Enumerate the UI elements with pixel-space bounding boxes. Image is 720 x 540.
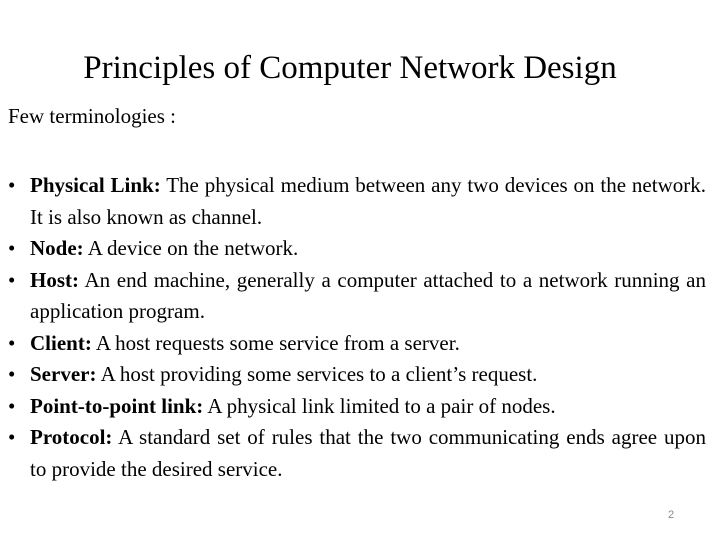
bullet-icon: • — [8, 236, 16, 260]
list-item-server — [0, 359, 706, 391]
term-definition: The physical medium between any two devices on the network. It is also known as channel. — [30, 173, 706, 229]
term-definition: A host providing some services to a client’s request. — [100, 362, 538, 386]
term-label: Client: — [30, 330, 92, 355]
list-item-client — [0, 328, 706, 360]
list-item-point-to-point-link — [0, 391, 706, 423]
term-label: Node: — [30, 236, 84, 260]
term-definition: A physical link limited to a pair of nodes. — [207, 393, 556, 418]
slide-title: Principles of Computer Network Design — [83, 50, 617, 86]
list-item-host — [0, 265, 706, 328]
bullet-icon: • — [8, 173, 16, 197]
term-definition: A host requests some service from a server. — [95, 330, 460, 355]
term-label: Protocol: — [30, 425, 113, 449]
bullet-icon: • — [8, 330, 16, 355]
list-item-node — [0, 233, 706, 265]
terminology-list — [0, 170, 706, 485]
page-number: 2 — [668, 509, 675, 521]
term-definition: A standard set of rules that the two communicating ends agree upon to provide the desired service. — [30, 425, 706, 481]
bullet-icon: • — [8, 393, 16, 418]
term-label: Point-to-point link: — [30, 393, 204, 418]
term-label: Host: — [30, 267, 79, 292]
term-definition: A device on the network. — [87, 236, 299, 260]
bullet-icon: • — [8, 267, 16, 292]
term-label: Server: — [30, 362, 97, 386]
term-label: Physical Link: — [30, 173, 161, 197]
term-definition: An end machine, generally a computer attached to a network running an application program. — [30, 267, 707, 323]
slide-subtitle: Few terminologies : — [8, 104, 176, 128]
list-item-physical-link — [0, 170, 706, 233]
bullet-icon: • — [8, 362, 16, 386]
list-item-protocol — [0, 422, 706, 485]
bullet-icon: • — [8, 425, 16, 449]
